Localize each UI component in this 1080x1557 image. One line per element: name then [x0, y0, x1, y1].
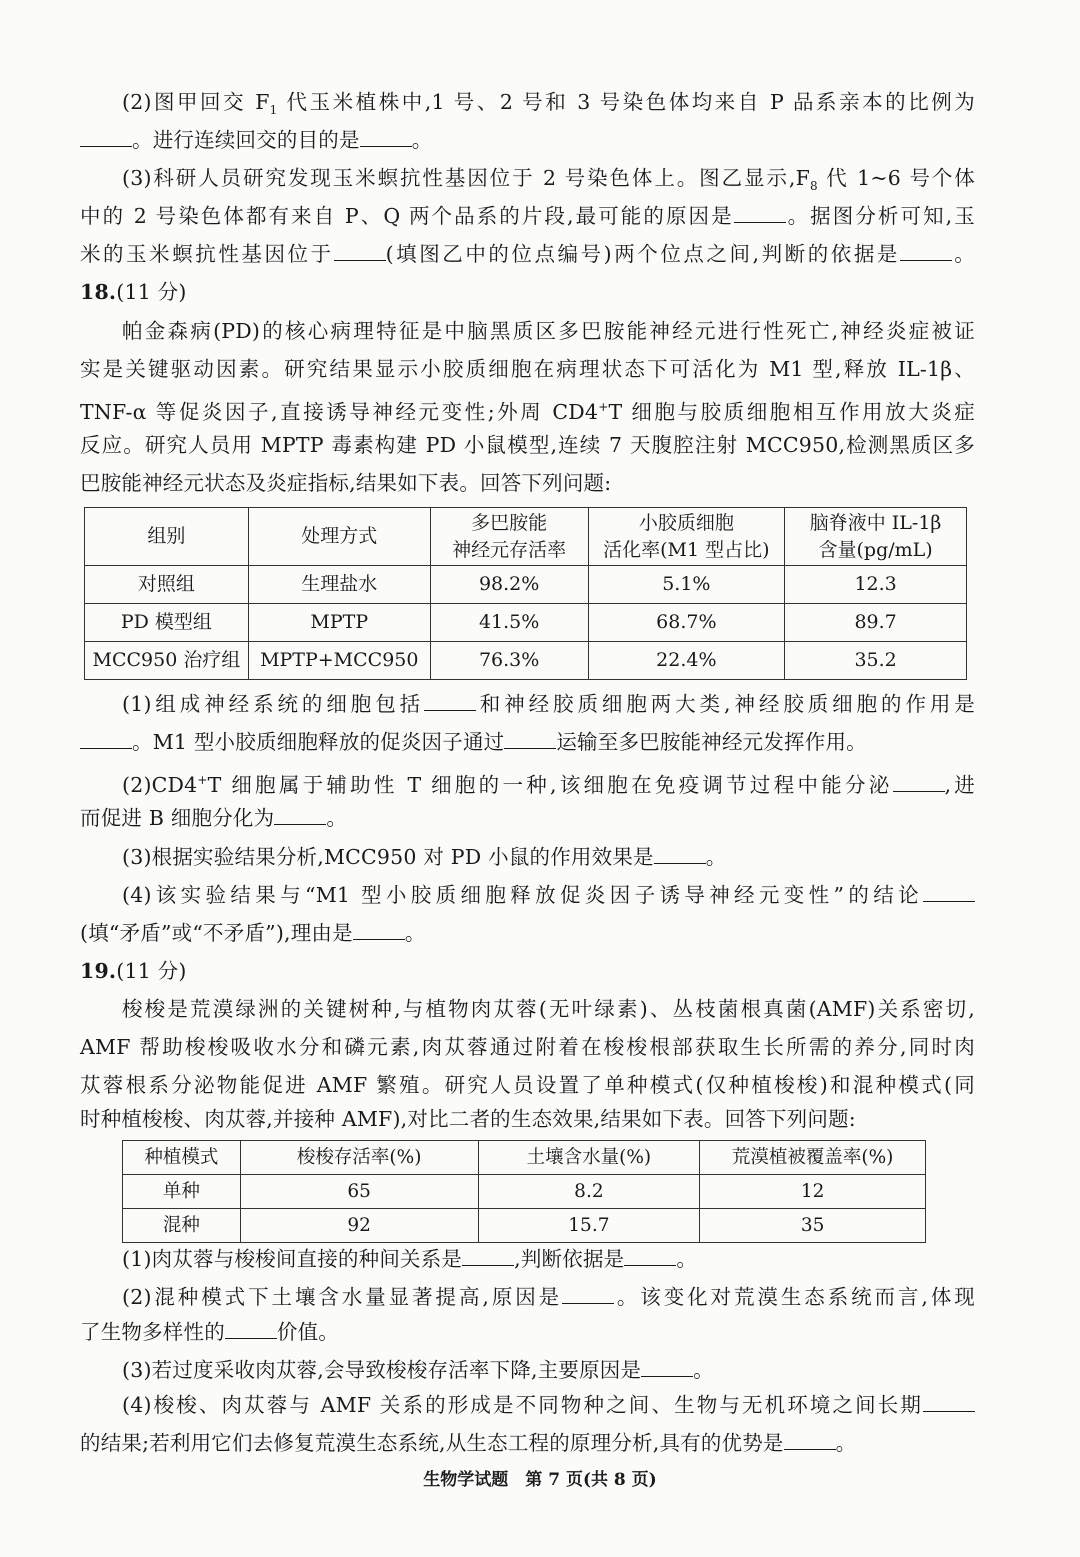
text: (填图乙中的位点编号)两个位点之间,判断的依据是 — [385, 242, 900, 266]
q18-sub1-line1 — [122, 690, 975, 718]
q18-sub3 — [122, 843, 975, 871]
header-cell: 梭梭存活率(%) — [240, 1141, 478, 1175]
text: 处理方式 — [301, 525, 378, 547]
q19-intro-line: 梭梭是荒漠绿洲的关键树种,与植物肉苁蓉(无叶绿素)、丛枝菌根真菌(AMF)关系密切, — [122, 997, 975, 1021]
text: ,进 — [944, 772, 975, 797]
question-score: (11 分) — [116, 280, 187, 304]
answer-blank[interactable] — [504, 730, 556, 749]
text: TNF-α 等促炎因子,直接诱导神经元变性;外周 CD4 — [80, 399, 599, 424]
answer-blank[interactable] — [654, 845, 706, 864]
header-cell — [248, 508, 430, 566]
answer-blank[interactable] — [353, 921, 405, 940]
table-cell: MCC950 治疗组 — [85, 642, 249, 680]
subscript: 8 — [810, 179, 818, 194]
text: 米的玉米螟抗性基因位于 — [80, 242, 334, 266]
text: 。 — [835, 1431, 857, 1455]
text: 多巴胺能 — [471, 511, 548, 534]
q17-part3-line3 — [80, 240, 975, 268]
q17-part3-line2 — [80, 202, 975, 230]
answer-blank[interactable] — [80, 730, 132, 749]
table-cell: MPTP+MCC950 — [248, 642, 430, 680]
q18-sub2-line2 — [80, 804, 975, 832]
text: 。 — [951, 242, 976, 266]
table-row — [123, 1209, 926, 1243]
header-cell: 种植模式 — [123, 1141, 241, 1175]
superscript: + — [197, 773, 208, 787]
text: 和神经胶质细胞两大类,神经胶质细胞的作用是 — [476, 692, 975, 716]
q17-part3-line1 — [122, 164, 975, 200]
text: (2)图甲回交 F — [122, 90, 270, 114]
answer-blank[interactable] — [641, 1358, 693, 1377]
text: 代 1~6 号个体 — [817, 166, 976, 190]
answer-blank[interactable] — [80, 128, 132, 147]
table-cell: 8.2 — [478, 1175, 700, 1209]
q19-intro-line: 时种植梭梭、肉苁蓉,并接种 AMF),对比二者的生态效果,结果如下表。回答下列问题: — [80, 1107, 856, 1131]
table-cell: MPTP — [248, 604, 430, 642]
table-header-row — [85, 508, 967, 566]
header-cell — [785, 508, 967, 566]
answer-blank[interactable] — [734, 204, 786, 223]
text: 。进行连续回交的目的是 — [132, 128, 360, 152]
table-cell: 76.3% — [430, 642, 588, 680]
text: (2)混种模式下土壤含水量显著提高,原因是 — [122, 1285, 563, 1309]
text: T 细胞与胶质细胞相互作用放大炎症 — [608, 399, 975, 424]
answer-blank[interactable] — [360, 128, 412, 147]
q18-heading — [80, 278, 975, 306]
subscript: 1 — [269, 103, 278, 118]
table-cell: 15.7 — [478, 1209, 700, 1243]
text: 。 — [705, 845, 727, 869]
q18-intro-line — [80, 393, 975, 426]
text: 。M1 型小胶质细胞释放的促炎因子通过 — [132, 730, 505, 754]
answer-blank[interactable] — [784, 1431, 836, 1450]
text: 。 — [693, 1358, 714, 1382]
text: (4)梭梭、肉苁蓉与 AMF 关系的形成是不同物种之间、生物与无机环境之间长期 — [122, 1393, 923, 1417]
table-cell: 22.4% — [588, 642, 785, 680]
text: (3)科研人员研究发现玉米螟抗性基因位于 2 号染色体上。图乙显示,F — [122, 166, 811, 190]
table-cell: 5.1% — [588, 566, 785, 604]
q19-sub4-line1 — [122, 1391, 975, 1419]
q19-sub3 — [122, 1356, 975, 1384]
text: 。 — [676, 1247, 698, 1271]
table-cell: 68.7% — [588, 604, 785, 642]
q19-sub4-line2 — [80, 1429, 975, 1457]
answer-blank[interactable] — [893, 773, 945, 792]
answer-blank[interactable] — [462, 1247, 514, 1266]
answer-blank[interactable] — [900, 242, 952, 261]
text: (3)根据实验结果分析,MCC950 对 PD 小鼠的作用效果是 — [122, 845, 654, 869]
q18-sub2-line1 — [122, 766, 975, 799]
table-cell: 混种 — [123, 1209, 241, 1243]
q18-sub4-line1 — [122, 881, 975, 909]
q19-intro-line: AMF 帮助梭梭吸收水分和磷元素,肉苁蓉通过附着在梭梭根部获取生长所需的养分,同时肉 — [80, 1035, 975, 1059]
table-cell: 35.2 — [785, 642, 967, 680]
text: 含量(pg/mL) — [818, 538, 933, 561]
text: 了生物多样性的 — [80, 1320, 225, 1344]
answer-blank[interactable] — [225, 1320, 277, 1339]
table-cell: 12.3 — [785, 566, 967, 604]
text: (填“矛盾”或“不矛盾”),理由是 — [80, 921, 353, 945]
table-row — [85, 566, 967, 604]
q19-sub1 — [122, 1245, 975, 1273]
page-footer: 生物学试题 第 7 页(共 8 页) — [423, 1470, 657, 1490]
text: (1)组成神经系统的细胞包括 — [122, 692, 425, 716]
table-row — [85, 642, 967, 680]
text: 神经元存活率 — [452, 538, 567, 561]
answer-blank[interactable] — [923, 883, 975, 902]
text: 。该变化对荒漠生态系统而言,体现 — [614, 1285, 975, 1309]
q18-sub4-line2 — [80, 919, 975, 947]
answer-blank[interactable] — [424, 692, 476, 711]
text: 活化率(M1 型占比) — [603, 538, 770, 561]
q18-intro-line: 反应。研究人员用 MPTP 毒素构建 PD 小鼠模型,连续 7 天腹腔注射 MCC950,检测黑质区多 — [80, 433, 975, 457]
header-cell — [85, 508, 249, 566]
table-cell: 41.5% — [430, 604, 588, 642]
q19-sub2-line1 — [122, 1283, 975, 1311]
q19-results-table — [122, 1140, 926, 1243]
q19-heading — [80, 957, 975, 985]
q18-results-table — [84, 507, 967, 680]
text: 代玉米植株中,1 号、2 号和 3 号染色体均来自 P 品系亲本的比例为 — [277, 90, 975, 114]
text: T 细胞属于辅助性 T 细胞的一种,该细胞在免疫调节过程中能分泌 — [207, 772, 893, 797]
text: 。 — [326, 806, 348, 830]
q17-part2-line2 — [80, 126, 975, 154]
question-number: 18. — [80, 280, 117, 304]
text: 的结果;若利用它们去修复荒漠生态系统,从生态工程的原理分析,具有的优势是 — [80, 1431, 784, 1455]
answer-blank[interactable] — [274, 806, 326, 825]
text: 价值。 — [276, 1320, 340, 1344]
table-cell: 对照组 — [85, 566, 249, 604]
text: (3)若过度采收肉苁蓉,会导致梭梭存活率下降,主要原因是 — [122, 1358, 642, 1382]
answer-blank[interactable] — [562, 1285, 614, 1304]
answer-blank[interactable] — [624, 1247, 676, 1266]
text: 。 — [411, 128, 433, 152]
question-number: 19. — [80, 959, 117, 983]
table-cell: 89.7 — [785, 604, 967, 642]
question-score: (11 分) — [116, 959, 187, 983]
header-cell: 土壤含水量(%) — [478, 1141, 700, 1175]
table-cell: 35 — [700, 1209, 926, 1243]
q19-sub2-line2 — [80, 1318, 975, 1346]
text: 小胶质细胞 — [638, 511, 734, 534]
table-cell: PD 模型组 — [85, 604, 249, 642]
table-cell: 65 — [240, 1175, 478, 1209]
text: (2)CD4 — [122, 772, 198, 797]
text: (1)肉苁蓉与梭梭间直接的种间关系是 — [122, 1247, 463, 1271]
header-cell: 荒漠植被覆盖率(%) — [700, 1141, 926, 1175]
text: ,判断依据是 — [514, 1247, 625, 1271]
text: 而促进 B 细胞分化为 — [80, 806, 275, 830]
text: 。据图分析可知,玉 — [785, 204, 975, 228]
text: 脑脊液中 IL-1β — [809, 511, 942, 534]
table-row — [123, 1175, 926, 1209]
text: 运输至多巴胺能神经元发挥作用。 — [556, 730, 867, 754]
q18-sub1-line2 — [80, 728, 975, 756]
header-cell — [588, 508, 785, 566]
table-cell: 12 — [700, 1175, 926, 1209]
q19-intro-line: 苁蓉根系分泌物能促进 AMF 繁殖。研究人员设置了单种模式(仅种植梭梭)和混种模式(同 — [80, 1073, 975, 1097]
q18-intro-line: 帕金森病(PD)的核心病理特征是中脑黑质区多巴胺能神经元进行性死亡,神经炎症被证 — [122, 319, 975, 343]
text: 。 — [404, 921, 426, 945]
table-cell: 生理盐水 — [248, 566, 430, 604]
superscript: + — [598, 400, 609, 414]
table-cell: 98.2% — [430, 566, 588, 604]
table-cell: 单种 — [123, 1175, 241, 1209]
q18-intro-line: 实是关键驱动因素。研究结果显示小胶质细胞在病理状态下可活化为 M1 型,释放 IL-1β、 — [80, 357, 975, 381]
answer-blank[interactable] — [923, 1393, 975, 1412]
table-header-row — [123, 1141, 926, 1175]
header-cell — [430, 508, 588, 566]
table-row — [85, 604, 967, 642]
answer-blank[interactable] — [334, 242, 386, 261]
text: 组别 — [147, 525, 186, 547]
q17-part2-line1 — [122, 88, 975, 124]
table-cell: 92 — [240, 1209, 478, 1243]
text: (4)该实验结果与“M1 型小胶质细胞释放促炎因子诱导神经元变性”的结论 — [122, 883, 923, 907]
q18-intro-line: 巴胺能神经元状态及炎症指标,结果如下表。回答下列问题: — [80, 471, 612, 495]
text: 中的 2 号染色体都有来自 P、Q 两个品系的片段,最可能的原因是 — [80, 204, 734, 228]
